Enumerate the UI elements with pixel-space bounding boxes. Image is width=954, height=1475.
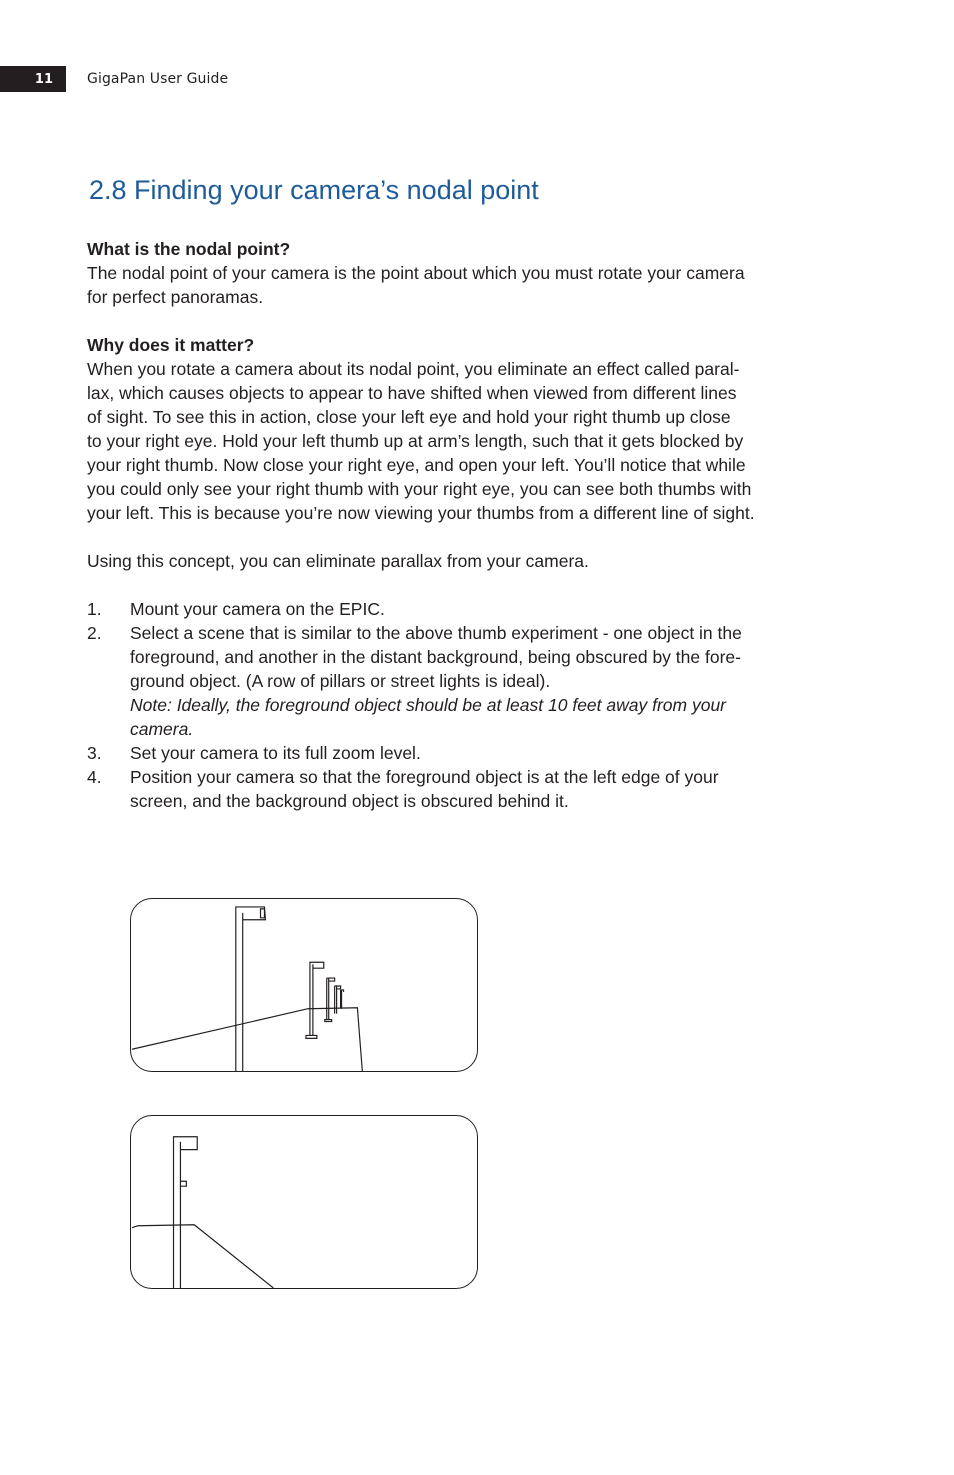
what-line-2: for perfect panoramas. [87, 287, 264, 307]
step-note: Note: Ideally, the foreground object should be at least 10 feet away from your [130, 695, 726, 715]
spacer [87, 309, 847, 333]
steps-list [87, 597, 847, 813]
step-note: camera. [130, 719, 194, 739]
concept-paragraph: Using this concept, you can eliminate parallax from your camera. [87, 551, 589, 571]
spacer [87, 573, 847, 597]
why-line-2: lax, which causes objects to appear to have shifted when viewed from different lines [87, 383, 737, 403]
step-item [87, 741, 847, 765]
section-title: 2.8 Finding your camera’s nodal point [89, 175, 539, 205]
why-line-1: When you rotate a camera about its nodal point, you eliminate an effect called paral- [87, 359, 740, 379]
step-line: Mount your camera on the EPIC. [130, 599, 385, 619]
step-line: ground object. (A row of pillars or street lights is ideal). [130, 671, 551, 691]
step-line: Position your camera so that the foreground object is at the left edge of your [130, 767, 719, 787]
why-line-7: your left. This is because you’re now viewing your thumbs from a different line of sight. [87, 503, 755, 523]
why-line-6: you could only see your right thumb with your right eye, you can see both thumbs with [87, 479, 752, 499]
step-item [87, 621, 847, 741]
why-line-5: your right thumb. Now close your right eye, and open your left. You’ll notice that while [87, 455, 746, 475]
illustration-svg [131, 899, 477, 1071]
step-line: Select a scene that is similar to the above thumb experiment - one object in the [130, 623, 742, 643]
why-line-3: of sight. To see this in action, close your left eye and hold your right thumb up close [87, 407, 731, 427]
step-number: 3. [87, 743, 102, 763]
illustration-svg [131, 1116, 477, 1288]
illustration-lights-aligned [130, 1115, 478, 1289]
illustration-lights-parallax [130, 898, 478, 1072]
step-number: 1. [87, 599, 102, 619]
what-heading: What is the nodal point? [87, 239, 291, 259]
body-content [87, 237, 847, 813]
step-line: screen, and the background object is obscured behind it. [130, 791, 569, 811]
why-heading: Why does it matter? [87, 335, 255, 355]
page-number-tab [0, 66, 66, 92]
why-line-4: to your right eye. Hold your left thumb up at arm’s length, such that it gets blocked by [87, 431, 744, 451]
step-number: 2. [87, 623, 102, 643]
page-number: 11 [34, 71, 53, 87]
step-item [87, 597, 847, 621]
what-line-1: The nodal point of your camera is the point about which you must rotate your camera [87, 263, 745, 283]
spacer [87, 525, 847, 549]
step-item [87, 765, 847, 813]
running-header: GigaPan User Guide [87, 71, 229, 87]
step-line: foreground, and another in the distant background, being obscured by the fore- [130, 647, 741, 667]
step-line: Set your camera to its full zoom level. [130, 743, 421, 763]
step-number: 4. [87, 767, 102, 787]
